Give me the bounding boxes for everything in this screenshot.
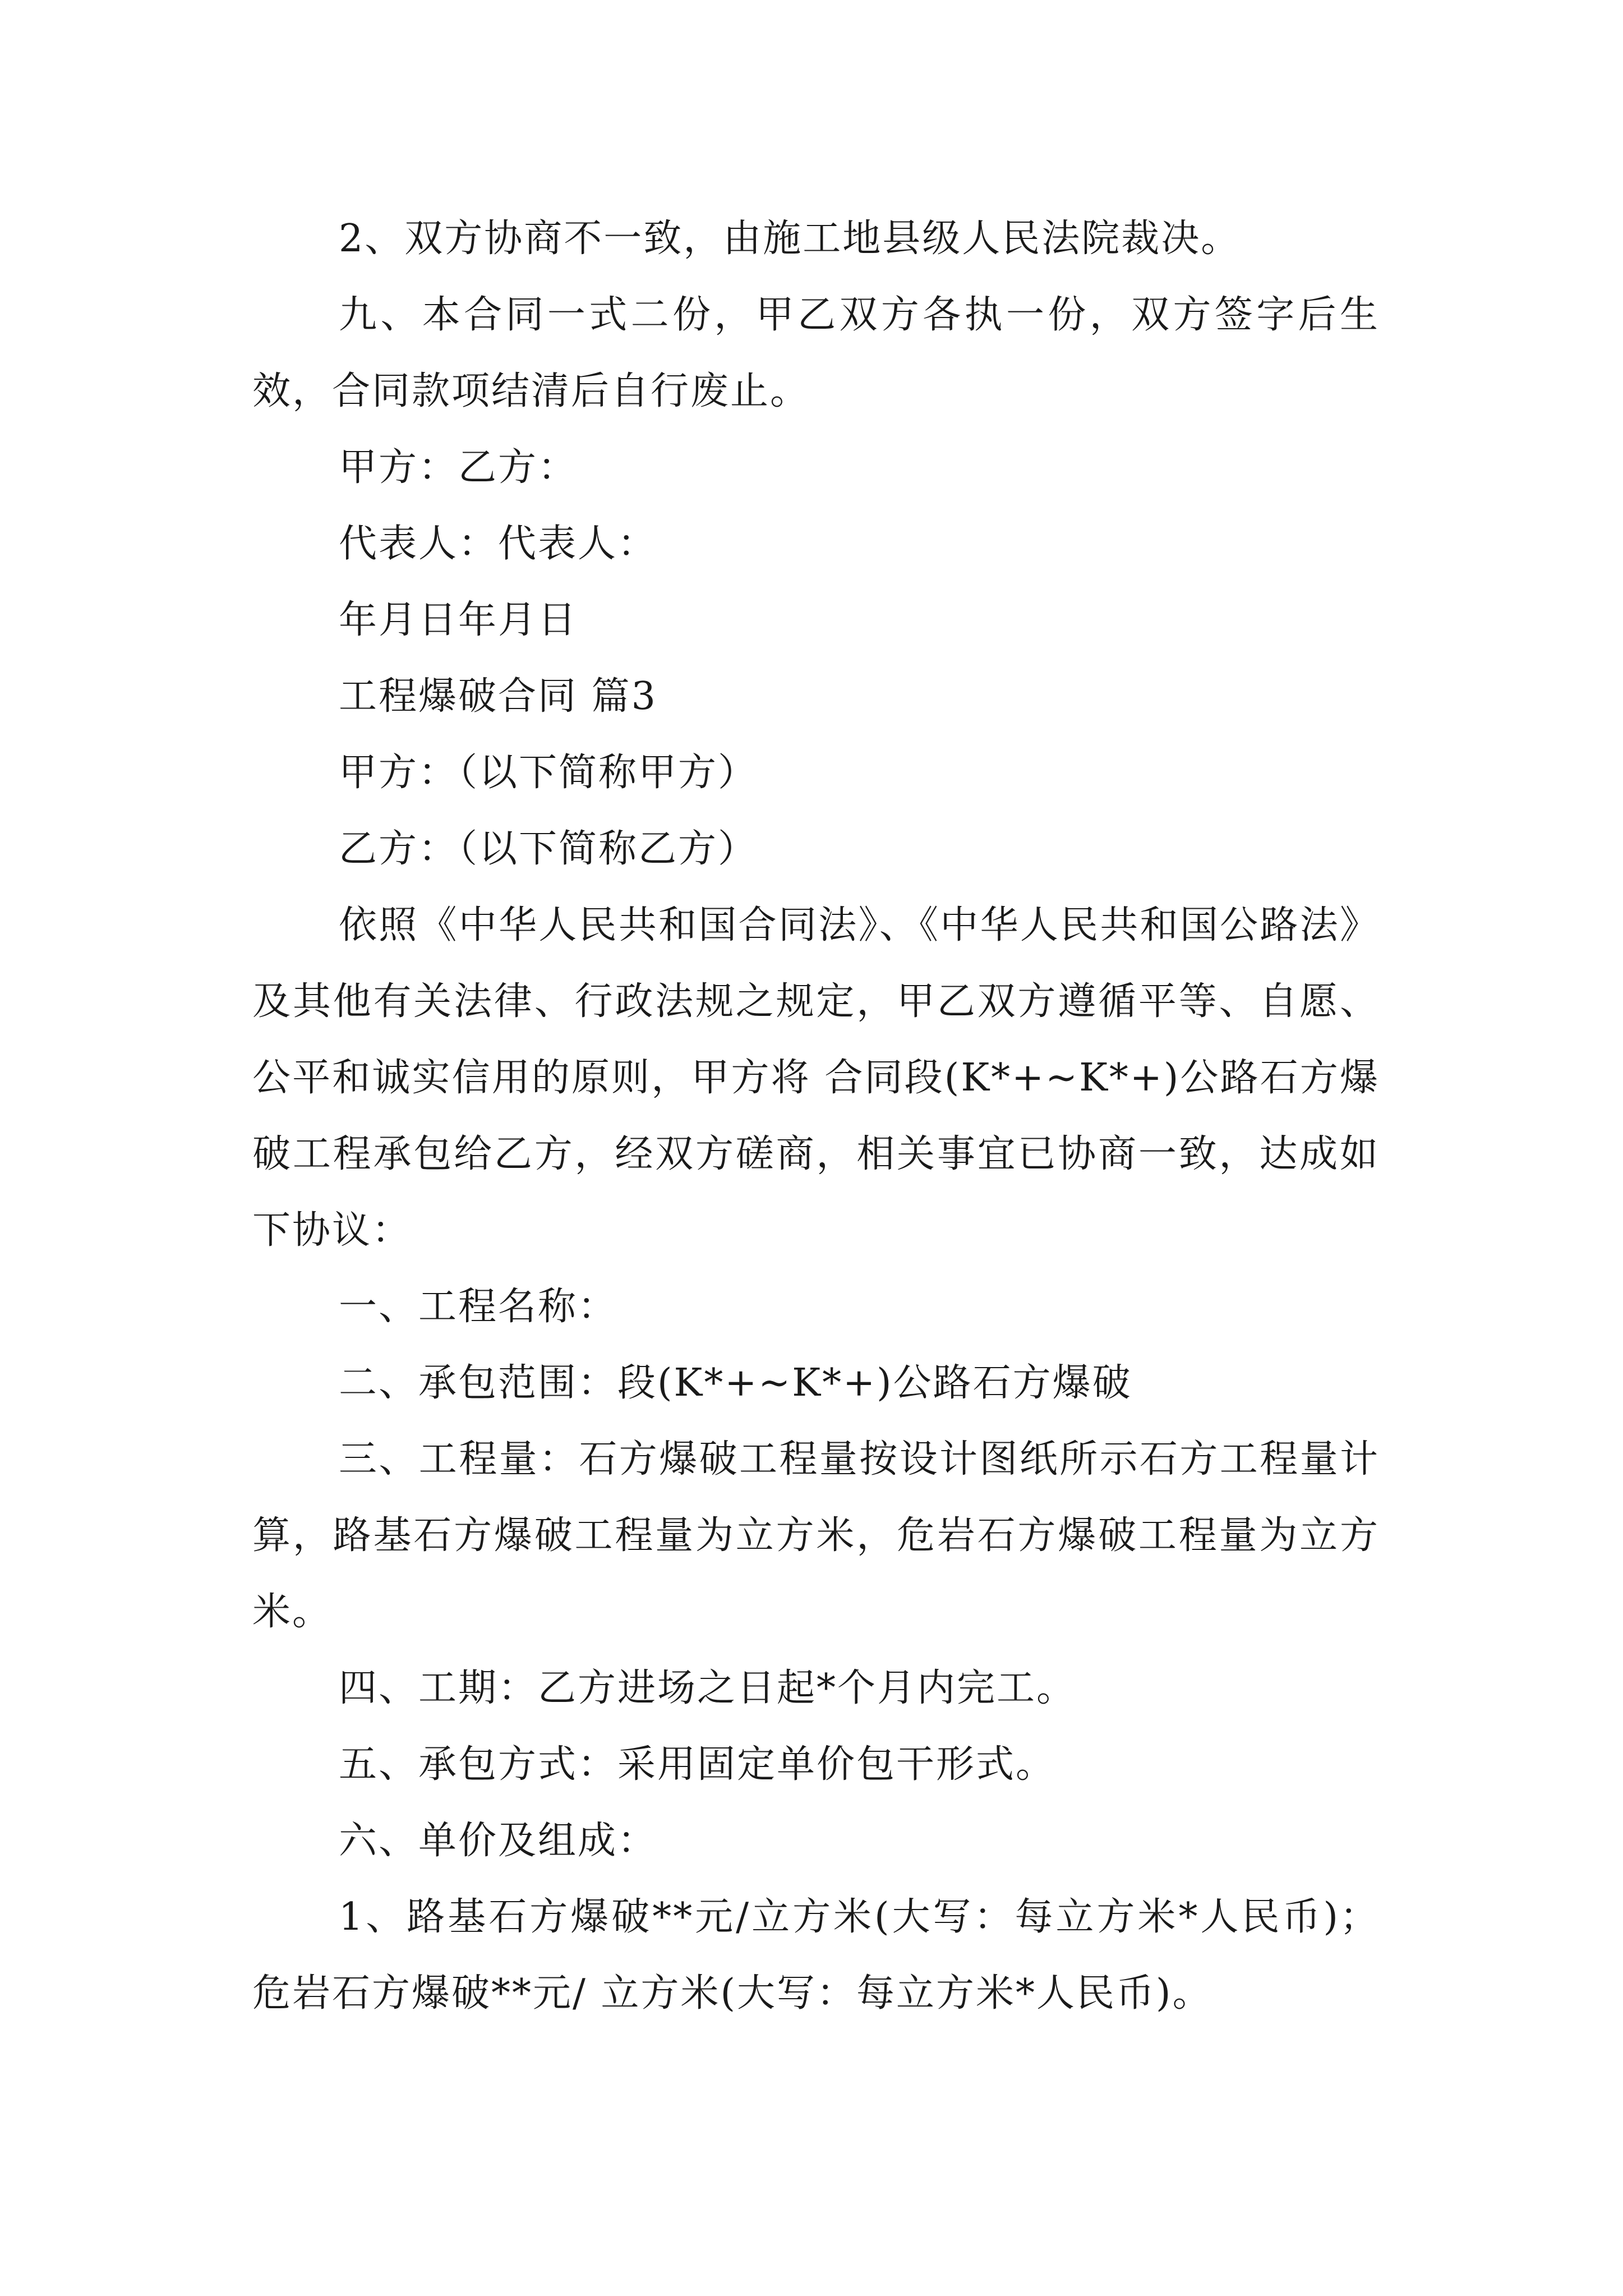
paragraph-parties-signature: 甲方：乙方：	[339, 445, 578, 490]
paragraph-unit-price-detail: 1、路基石方爆破**元/立方米(大写：每立方米*人民币)；危岩石方爆破**元/ 立方米(大写：每立方米*人民币)。	[252, 1895, 1380, 2016]
paragraph-party-b: 乙方：（以下简称乙方）	[339, 827, 758, 871]
section-title: 工程爆破合同 篇3	[339, 674, 657, 719]
paragraph-contract-method: 五、承包方式：采用固定单价包干形式。	[339, 1742, 1056, 1787]
paragraph-project-name: 一、工程名称：	[339, 1285, 618, 1329]
paragraph-dispute-court: 2、双方协商不一致，由施工地县级人民法院裁决。	[339, 217, 1241, 261]
paragraph-party-a: 甲方：（以下简称甲方）	[339, 751, 758, 795]
paragraph-schedule: 四、工期：乙方进场之日起*个月内完工。	[339, 1666, 1077, 1710]
paragraph-representatives: 代表人：代表人：	[339, 522, 658, 566]
paragraph-quantity: 三、工程量：石方爆破工程量按设计图纸所示石方工程量计算，路基石方爆破工程量为立方米，危岩石方爆破工程量为立方米。	[252, 1437, 1380, 1634]
paragraph-copies-validity: 九、本合同一式二份，甲乙双方各执一份，双方签字后生效，合同款项结清后自行废止。	[252, 293, 1380, 413]
document-body	[252, 201, 1380, 2032]
paragraph-preamble: 依照《中华人民共和国合同法》、《中华人民共和国公路法》及其他有关法律、行政法规之规定，甲乙双方遵循平等、自愿、公平和诚实信用的原则，甲方将 合同段(K*+~K*+)公路石方爆破工程承包给乙方，经双方磋商，相关事宜已协商一致，达成如下协议：	[252, 903, 1380, 1253]
paragraph-scope: 二、承包范围：段(K*+~K*+)公路石方爆破	[339, 1361, 1132, 1405]
paragraph-unit-price-heading: 六、单价及组成：	[339, 1819, 658, 1863]
paragraph-dates: 年月日年月日	[339, 598, 578, 642]
